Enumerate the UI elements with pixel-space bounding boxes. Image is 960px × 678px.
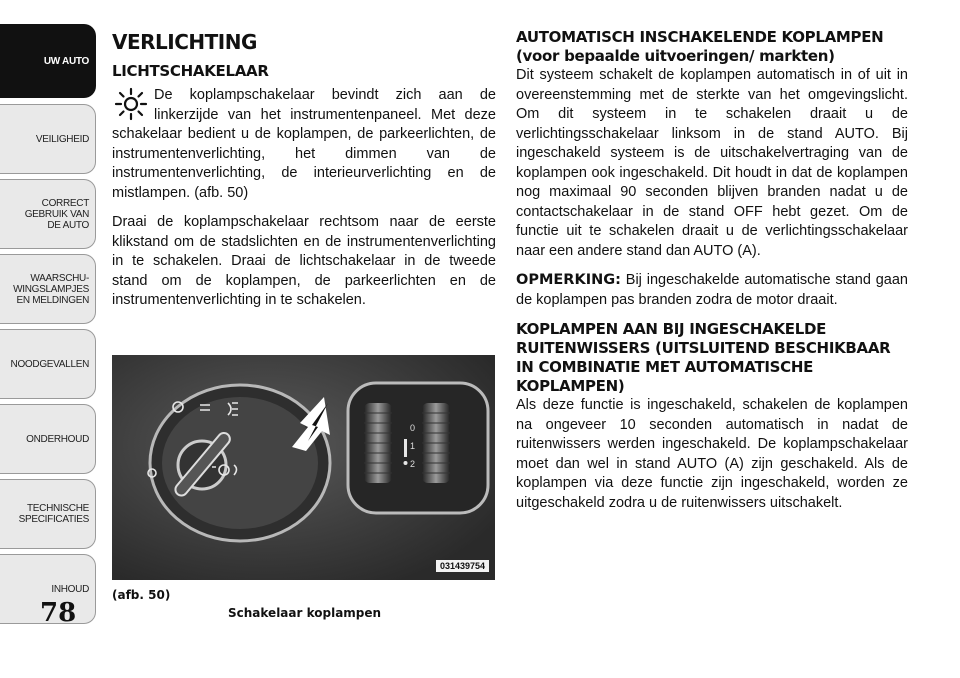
headlamp-icon — [112, 86, 150, 122]
tab-label: UW AUTO — [43, 55, 89, 67]
section-heading-wiper-headlamps: KOPLAMPEN AAN BIJ INGESCHAKELDE RUITENWISSERS (UITSLUITEND BESCHIKBAAR IN COMBINATIE MET AUTOMATISCHE KOPLAMPEN) — [516, 320, 891, 395]
tab-waarschuwingslampjes[interactable] — [0, 254, 96, 324]
page-number: 78 — [40, 598, 77, 628]
body-paragraph: Draai de koplampschakelaar rechtsom naar de eerste klikstand om de stadslichten en de instrumentenverlichting in te schakelen. Draai de lichtschakelaar in de tweede stand om de koplampen, de parkeerlichten en de instrumentenverlichting in te schakelen. — [112, 214, 496, 308]
figure-caption: Schakelaar koplampen — [228, 606, 382, 620]
figure-label: (afb. 50) — [112, 588, 171, 602]
tab-noodgevallen[interactable] — [0, 329, 96, 399]
note-paragraph — [516, 271, 908, 310]
tab-label: VEILIGHEID — [35, 133, 89, 145]
dimmer-number-2: 2 — [410, 459, 416, 469]
tab-technische-specificaties[interactable] — [0, 479, 96, 549]
body-paragraph: Als deze functie is ingeschakeld, schakelen de koplampen na ongeveer 10 seconden automatisch in nadat de ruitenwissers werden ingeschakeld. De koplampschakelaar moet dan wel in stand AUTO (A) zijn geschakeld. Als de koplampen via deze functie zijn ingeschakeld, worden ze uitgeschakeld zodra u de ruitenwissers uitschakelt. — [516, 397, 908, 511]
tab-uw-auto[interactable] — [0, 24, 96, 98]
left-column — [112, 28, 496, 321]
body-paragraph: Dit systeem schakelt de koplampen automatisch in of uit in overeenstemming met de sterkte van het omgevingslicht. Om dit systeem in te schakelen draait u de verlichtingsschakelaar linksom in de stand AUTO. Bij ingeschakeld systeem is de uitschakelvertraging van de koplampen ook ingeschakeld. Dit houdt in dat de koplampen nog maximaal 90 seconden blijven branden nadat u de contactschakelaar in de stand OFF hebt gezet. Om de functie uit te schakelen draait u de verlichtingsschakelaar naar een andere stand dan AUTO (A). — [516, 67, 908, 259]
tab-label: NOODGEVALLEN — [10, 358, 89, 370]
tab-label: INHOUD — [51, 583, 89, 595]
headlamp-switch-figure — [112, 355, 495, 580]
intro-paragraph: De koplampschakelaar bevindt zich aan de linkerzijde van het instrumentenpaneel. Met deze schakelaar bedient u de koplampen, de parkeerlichten, de instrumentenverlichting, het dimmen van de instrumentenverlichting, de interieurverlichting en de mistlampen. (afb. 50) — [112, 87, 496, 201]
dimmer-number-0: 0 — [410, 423, 416, 433]
tab-label: TECHNISCHE SPECIFICATIES — [18, 503, 89, 525]
section-heading-auto-headlamps: AUTOMATISCH INSCHAKELENDE KOPLAMPEN (voor bepaalde uitvoeringen/ markten) — [516, 28, 884, 65]
figure-code: 031439754 — [436, 560, 489, 572]
tab-onderhoud[interactable] — [0, 404, 96, 474]
headlamp-switch-illustration — [112, 355, 495, 580]
dimmer-number-1: 1 — [410, 441, 416, 451]
intro-block — [112, 86, 496, 203]
section-subtitle: LICHTSCHAKELAAR — [112, 62, 269, 80]
section-title: VERLICHTING — [112, 30, 257, 54]
tab-veiligheid[interactable] — [0, 104, 96, 174]
tab-label: WAARSCHU- WINGSLAMPJES EN MELDINGEN — [13, 272, 89, 306]
tab-correct-gebruik[interactable] — [0, 179, 96, 249]
note-text: Bij ingeschakelde automatische stand gaan de koplampen pas branden zodra de motor draait. — [516, 272, 908, 308]
tab-label: ONDERHOUD — [26, 433, 89, 445]
right-column — [516, 28, 908, 523]
note-label: OPMERKING: — [516, 272, 621, 288]
tab-label: CORRECT GEBRUIK VAN DE AUTO — [24, 197, 89, 231]
